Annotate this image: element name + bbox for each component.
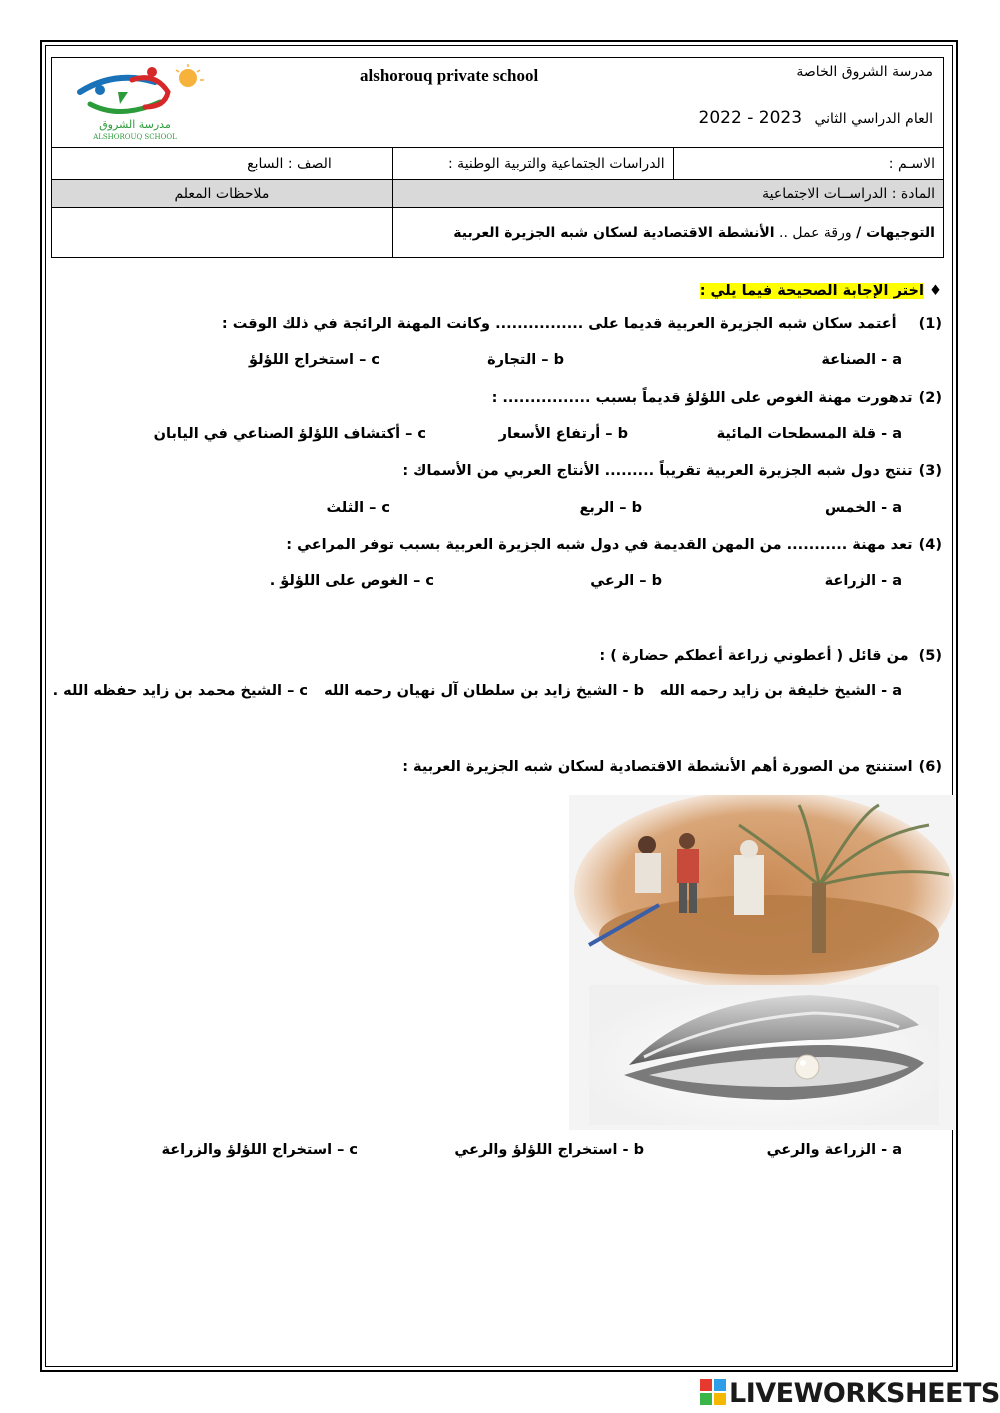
liveworksheets-logo[interactable]: [700, 1378, 1000, 1408]
name-cell[interactable]: الاسـم :: [673, 148, 943, 180]
q5-option-c[interactable]: c – الشيخ محمد بن زايد حفظه الله .: [52, 683, 308, 699]
question-text: من قائل ( أعطوني زراعة أعطكم حضارة ) :: [599, 648, 909, 664]
q1-option-c[interactable]: c – استخراج اللؤلؤ: [248, 352, 380, 368]
question-3: [402, 463, 942, 479]
question-1: [222, 316, 942, 332]
question-text: تدهورت مهنة الغوص على اللؤلؤ قديماً بسبب ................ :: [491, 390, 913, 406]
question-number: (2): [918, 390, 942, 406]
teacher-notes-box[interactable]: [52, 208, 393, 258]
academic-year: [699, 108, 933, 128]
farming-scene-image: [574, 795, 954, 990]
q5-option-a[interactable]: a - الشيخ خليفة بن زايد رحمه الله: [659, 683, 902, 699]
lw-icon: [700, 1379, 726, 1405]
sun-icon: [176, 64, 204, 87]
school-name-en: alshorouq private school: [360, 66, 539, 85]
svg-text:مدرسة الشروق: مدرسة الشروق: [99, 118, 171, 131]
diamond-bullet-icon: ♦: [929, 283, 942, 299]
question-5: [599, 648, 942, 664]
lw-text: LIVEWORKSHEETS: [729, 1378, 1000, 1409]
question-2: [492, 390, 942, 406]
q1-option-b[interactable]: b – التجارة: [487, 352, 564, 368]
question-6: [402, 759, 942, 775]
activities-photo: [569, 795, 955, 1130]
question-text: استنتج من الصورة أهم الأنشطة الاقتصادية لسكان شبه الجزيرة العربية :: [402, 759, 913, 775]
question-4: [286, 537, 942, 553]
instructions-text: ورقة عمل ..: [779, 224, 852, 241]
question-text: أعتمد سكان شبه الجزيرة العربية قديما على ................ وكانت المهنة الرائجة في ذلك الوقت :: [221, 316, 897, 332]
instructions-label: التوجيهات /: [856, 224, 935, 241]
subject-label: المادة : الدراســات الاجتماعية: [392, 180, 943, 208]
question-number: (3): [918, 463, 942, 479]
q6-option-a[interactable]: a - الزراعة والرعي: [766, 1142, 902, 1158]
question-number: (6): [918, 759, 942, 775]
q2-option-b[interactable]: b – أرتفاع الأسعار: [498, 426, 628, 442]
q3-option-b[interactable]: b – الربع: [579, 500, 642, 516]
year-value: 2022 - 2023: [698, 108, 803, 128]
svg-text:ALSHOROUQ SCHOOL: ALSHOROUQ SCHOOL: [93, 133, 177, 141]
year-label: العام الدراسي الثاني: [814, 111, 933, 127]
q3-option-c[interactable]: c – الثلث: [326, 500, 390, 516]
q4-option-c[interactable]: c – الغوص على اللؤلؤ .: [269, 573, 434, 589]
q4-option-b[interactable]: b – الرعي: [590, 573, 662, 589]
q3-option-a[interactable]: a - الخمس: [825, 500, 902, 516]
q6-option-c[interactable]: c – استخراج اللؤلؤ والزراعة: [161, 1142, 358, 1158]
q5-option-b[interactable]: b - الشيخ زايد بن سلطان آل نهيان رحمه الله: [324, 683, 644, 699]
school-logo: [60, 62, 210, 142]
section-title: [700, 283, 942, 299]
section-title-text: اختر الإجابة الصحيحة فيما يلي :: [699, 283, 924, 299]
school-name-ar: مدرسة الشروق الخاصة: [796, 64, 933, 80]
teacher-notes-label: ملاحظات المعلم: [52, 180, 393, 208]
q2-option-c[interactable]: c – أكتشاف اللؤلؤ الصناعي في اليابان: [153, 426, 426, 442]
grade-cell: الصف : السابع: [52, 148, 393, 180]
question-number: (4): [918, 537, 942, 553]
subject-cell: الدراسات الجتماعية والتربية الوطنية :: [392, 148, 673, 180]
q1-option-a[interactable]: a - الصناعة: [821, 352, 902, 368]
question-text: تعد مهنة ........... من المهن القديمة في دول شبه الجزيرة العربية بسبب توفر المراعي :: [286, 537, 913, 553]
instructions-cell: [392, 208, 943, 258]
pearl-oyster-image: [589, 985, 939, 1125]
question-text: تنتج دول شبه الجزيرة العربية تقريباً ......... الأنتاج العربي من الأسماك :: [402, 463, 913, 479]
instructions-topic: الأنشطة الاقتصادية لسكان شبه الجزيرة العربية: [453, 224, 775, 241]
q2-option-a[interactable]: a - قلة المسطحات المائية: [716, 426, 902, 442]
question-number: (5): [918, 648, 942, 664]
q4-option-a[interactable]: a - الزراعة: [824, 573, 902, 589]
q6-option-b[interactable]: b - استخراج اللؤلؤ والرعي: [454, 1142, 644, 1158]
question-number: (1): [918, 316, 942, 332]
